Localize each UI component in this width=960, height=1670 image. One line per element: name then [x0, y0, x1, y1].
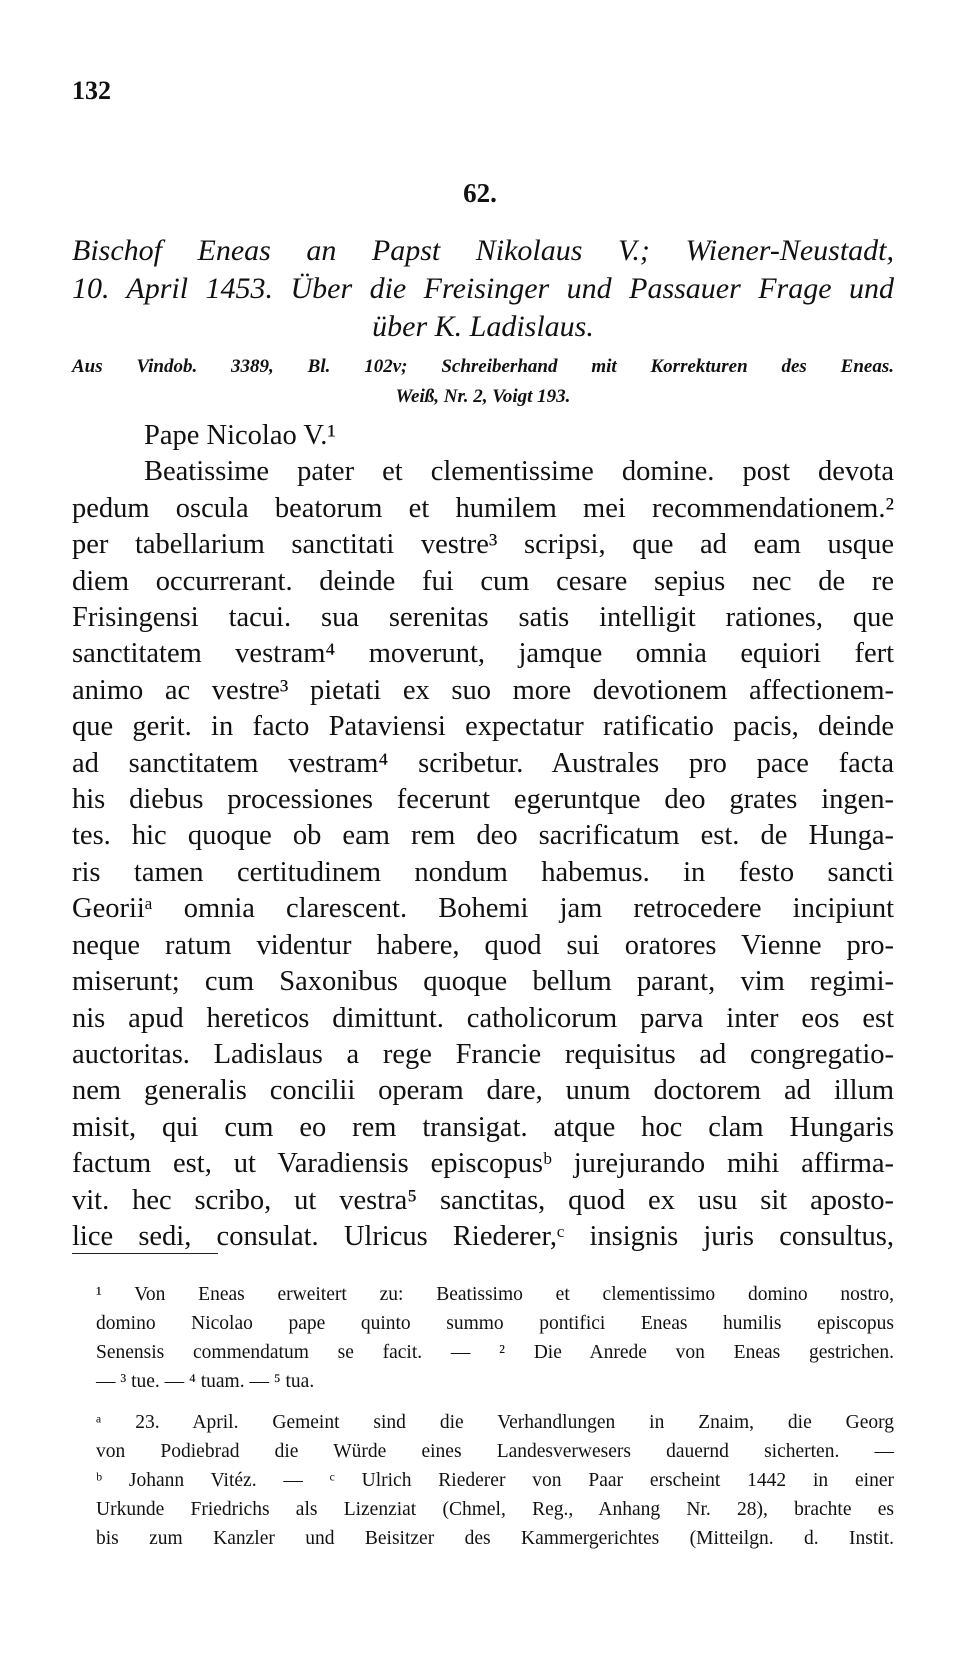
- heading-line: über K. Ladislaus.: [372, 310, 594, 343]
- body-line: vit. hec scribo, ut vestra⁵ sanctitas, quod ex usu sit aposto-: [72, 1184, 894, 1216]
- body-line: per tabellarium sanctitati vestre³ scripsi, que ad eam usque: [72, 529, 894, 561]
- document-number: 62.: [463, 178, 497, 208]
- footnote-line: Urkunde Friedrichs als Lizenziat (Chmel, Reg., Anhang Nr. 28), brachte es: [96, 1499, 894, 1520]
- body-line: his diebus processiones fecerunt egeruntque deo grates ingen-: [72, 784, 894, 816]
- body-line: Frisingensi tacui. sua serenitas satis intelligit rationes, que: [72, 602, 894, 634]
- body-line: miserunt; cum Saxonibus quoque bellum parant, vim regimi-: [72, 966, 894, 998]
- footnote-line: — ³ tue. — ⁴ tuam. — ⁵ tua.: [96, 1371, 315, 1392]
- page-number: 132: [72, 76, 111, 105]
- source-note: [72, 352, 894, 412]
- heading-line: 10. April 1453. Über die Freisinger und Passauer Frage und: [72, 272, 894, 305]
- footnote-line: von Podiebrad die Würde eines Landesverwesers dauernd sicherten. —: [96, 1441, 894, 1462]
- body-line: Beatissime pater et clementissime domine. post devota: [144, 456, 894, 488]
- body-line: lice sedi, consulat. Ulricus Riederer,ᶜ insignis juris consultus,: [72, 1220, 894, 1252]
- footnote-line: bis zum Kanzler und Beisitzer des Kammergerichtes (Mitteilgn. d. Instit.: [96, 1528, 894, 1549]
- body-line: pedum oscula beatorum et humilem mei recommendationem.²: [72, 492, 894, 524]
- source-line: Aus Vindob. 3389, Bl. 102v; Schreiberhand mit Korrekturen des Eneas.: [72, 356, 894, 377]
- numbered-footnotes: [96, 1280, 894, 1396]
- footnote-line: Senensis commendatum se facit. — ² Die Anrede von Eneas gestrichen.: [96, 1342, 894, 1363]
- body-line: tes. hic quoque ob eam rem deo sacrificatum est. de Hunga-: [72, 820, 894, 852]
- body-line: ris tamen certitudinem nondum habemus. in festo sancti: [72, 856, 894, 888]
- heading-line: Bischof Eneas an Papst Nikolaus V.; Wiener-Neustadt,: [72, 234, 894, 267]
- body-line: animo ac vestre³ pietati ex suo more devotionem affectionem-: [72, 674, 894, 706]
- document-heading: [72, 232, 894, 346]
- body-line: misit, qui cum eo rem transigat. atque hoc clam Hungaris: [72, 1111, 894, 1143]
- body-line: ad sanctitatem vestram⁴ scribetur. Australes pro pace facta: [72, 747, 894, 779]
- footnote-line: domino Nicolao pape quinto summo pontifici Eneas humilis episcopus: [96, 1313, 894, 1334]
- footnote-divider: [72, 1253, 218, 1254]
- body-line: diem occurrerant. deinde fui cum cesare sepius nec de re: [72, 565, 894, 597]
- lettered-footnotes: [96, 1408, 894, 1553]
- body-line: nis apud hereticos dimittunt. catholicorum parva inter eos est: [72, 1002, 894, 1034]
- body-line: neque ratum videntur habere, quod sui oratores Vienne pro-: [72, 929, 894, 961]
- footnote-line: ᵇ Johann Vitéz. — ᶜ Ulrich Riederer von Paar erscheint 1442 in einer: [96, 1470, 894, 1491]
- source-line: Weiß, Nr. 2, Voigt 193.: [395, 386, 571, 407]
- body-line: que gerit. in facto Pataviensi expectatur ratificatio pacis, deinde: [72, 711, 894, 743]
- salutation: Pape Nicolao V.¹: [144, 420, 336, 451]
- letter-body: [72, 418, 894, 1255]
- body-line: factum est, ut Varadiensis episcopusᵇ jurejurando mihi affirma-: [72, 1148, 894, 1180]
- body-line: Georiiᵃ omnia clarescent. Bohemi jam retrocedere incipiunt: [72, 893, 894, 925]
- footnote-line: ¹ Von Eneas erweitert zu: Beatissimo et clementissimo domino nostro,: [96, 1284, 894, 1305]
- body-line: auctoritas. Ladislaus a rege Francie requisitus ad congregatio-: [72, 1038, 894, 1070]
- footnote-line: ᵃ 23. April. Gemeint sind die Verhandlungen in Znaim, die Georg: [96, 1412, 894, 1433]
- body-line: sanctitatem vestram⁴ moverunt, jamque omnia equiori fert: [72, 638, 894, 670]
- body-line: nem generalis concilii operam dare, unum doctorem ad illum: [72, 1075, 894, 1107]
